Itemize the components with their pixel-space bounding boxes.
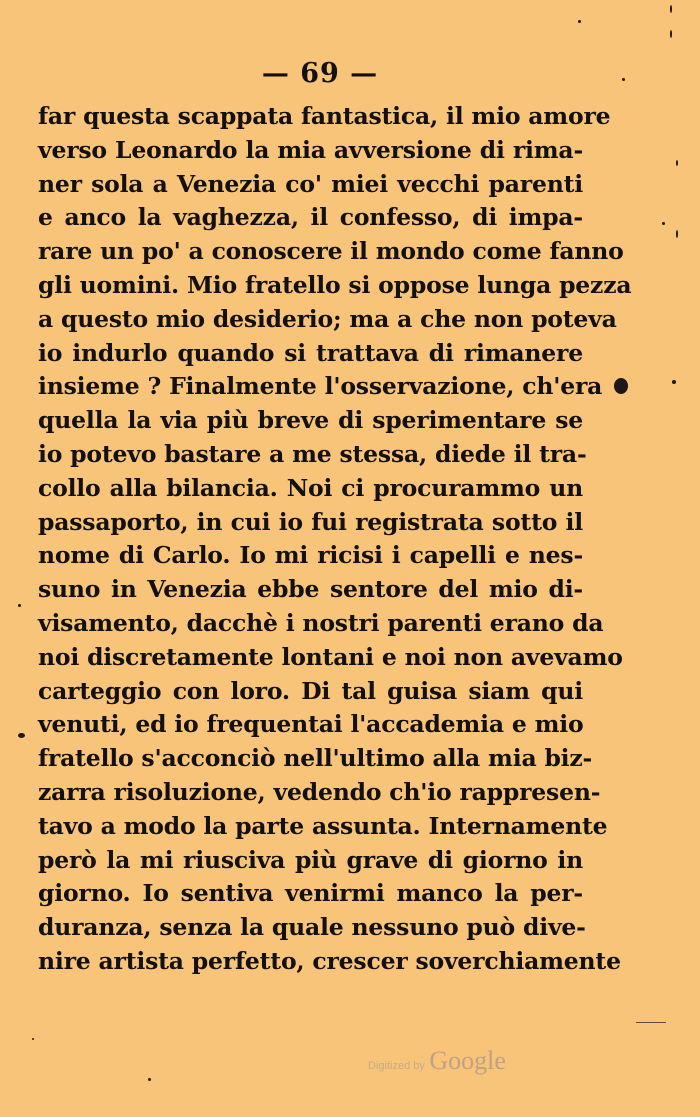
body-text — [38, 100, 632, 979]
ink-speck — [662, 222, 665, 225]
ink-speck — [614, 378, 628, 394]
ink-speck — [18, 604, 21, 607]
ink-speck — [148, 1078, 151, 1081]
ink-speck — [32, 1038, 34, 1040]
watermark-brand: Google — [429, 1046, 506, 1075]
text-line: fratello s'acconciò nell'ultimo alla mia biz- — [38, 744, 593, 773]
text-line: verso Leonardo la mia avversione di rima- — [38, 135, 583, 164]
text-line: duranza, senza la quale nessuno può dive- — [38, 913, 586, 942]
text-line: io indurlo quando si trattava di rimanere — [38, 338, 583, 367]
text-line: io potevo bastare a me stessa, diede il tra- — [38, 439, 587, 468]
text-line: insieme ? Finalmente l'osservazione, ch'era — [38, 372, 603, 401]
watermark-prefix: Digitized by — [368, 1060, 425, 1072]
text-line: tavo a modo la parte assunta. Internamente — [38, 811, 608, 840]
digitization-watermark — [368, 1046, 506, 1076]
text-line: gli uomini. Mio fratello si oppose lunga pezza — [38, 270, 632, 299]
ink-speck — [578, 20, 581, 23]
text-line: venuti, ed io frequentai l'accademia e mio — [38, 710, 584, 739]
text-line: nire artista perfetto, crescer soverchiamente — [38, 946, 621, 975]
text-line: carteggio con loro. Di tal guisa siam qui — [38, 676, 583, 705]
ink-speck — [672, 380, 676, 384]
margin-dash — [636, 1022, 666, 1023]
text-line: ner sola a Venezia co' miei vecchi parenti — [38, 169, 583, 198]
text-line: giorno. Io sentiva venirmi manco la per- — [38, 879, 583, 908]
ink-speck — [18, 733, 25, 738]
page-number: — 69 — — [261, 58, 379, 89]
text-line: far questa scappata fantastica, il mio amore — [38, 102, 611, 130]
text-line: quella la via più breve di sperimentare se — [38, 406, 583, 435]
ink-speck — [676, 160, 678, 166]
ink-speck — [622, 78, 625, 81]
text-line: e anco la vaghezza, il confesso, di impa- — [38, 203, 583, 232]
ink-speck — [676, 230, 678, 238]
ink-speck — [670, 30, 672, 38]
ink-speck — [670, 5, 672, 13]
text-line: però la mi riusciva più grave di giorno in — [38, 845, 583, 874]
text-line: suno in Venezia ebbe sentore del mio di- — [38, 575, 583, 604]
text-line: collo alla bilancia. Noi ci procurammo un — [38, 473, 583, 502]
text-line: nome di Carlo. Io mi ricisi i capelli e nes- — [38, 541, 583, 570]
text-line: zarra risoluzione, vedendo ch'io rappresen- — [38, 777, 601, 806]
text-line: passaporto, in cui io fui registrata sotto il — [38, 507, 583, 536]
text-line: rare un po' a conoscere il mondo come fanno — [38, 237, 624, 266]
text-line: a questo mio desiderio; ma a che non poteva — [38, 304, 617, 333]
text-line: noi discretamente lontani e noi non avevamo — [38, 642, 623, 671]
text-line: visamento, dacchè i nostri parenti erano da — [38, 608, 604, 637]
